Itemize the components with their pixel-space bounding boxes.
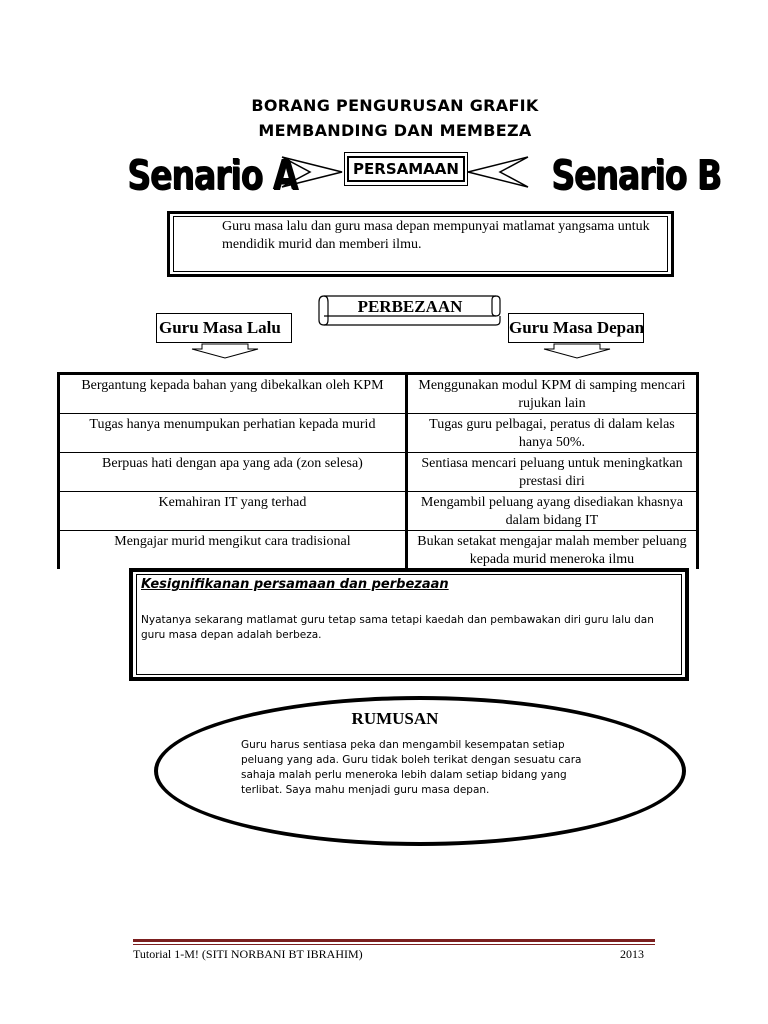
page-title-line-1: BORANG PENGURUSAN GRAFIK	[251, 96, 539, 115]
scenario-b-label: Senario B	[551, 150, 721, 199]
future-cell: Menggunakan modul KPM di samping mencari rujukan lain	[418, 378, 686, 411]
future-cell: Mengambil peluang ayang disediakan khasnya dalam bidang IT	[408, 491, 696, 530]
table-row	[60, 530, 696, 569]
left-chevron-icon	[466, 155, 530, 189]
future-teacher-label: Guru Masa Depan	[508, 313, 644, 343]
down-arrow-icon	[190, 343, 260, 359]
past-cell: Berpuas hati dengan apa yang ada (zon selesa)	[60, 452, 408, 491]
page-title-line-2: MEMBANDING DAN MEMBEZA	[258, 121, 532, 140]
past-cell: Tugas hanya menumpukan perhatian kepada murid	[60, 413, 408, 452]
footer-year: 2013	[620, 947, 644, 961]
significance-text: Nyatanya sekarang matlamat guru tetap sama tetapi kaedah dan pembawakan diri guru lalu dan guru masa depan adalah berbeza.	[141, 614, 654, 641]
past-cell: Bergantung kepada bahan yang dibekalkan oleh KPM	[60, 375, 408, 413]
future-cell: Bukan setakat mengajar malah member peluang kepada murid meneroka ilmu	[408, 530, 696, 569]
similarity-text: Guru masa lalu dan guru masa depan mempunyai matlamat yangsama untuk mendidik murid dan memberi ilmu.	[222, 219, 650, 252]
table-row	[60, 375, 696, 413]
footer-rule	[133, 939, 655, 942]
table-row	[60, 491, 696, 530]
past-cell: Mengajar murid mengikut cara tradisional	[60, 530, 408, 569]
summary-text: Guru harus sentiasa peka dan mengambil kesempatan setiap peluang yang ada. Guru tidak boleh terikat dengan sesuatu cara sahaja malah perlu meneroka lebih dalam setiap bidang yang terlibat. Saya mahu menjadi guru masa depan.	[241, 739, 582, 796]
differences-heading: PERBEZAAN	[357, 297, 463, 316]
table-row	[60, 452, 696, 491]
footer-author: Tutorial 1-M! (SITI NORBANI BT IBRAHIM)	[133, 947, 363, 961]
scenario-a-label: Senario A	[127, 150, 298, 199]
past-cell: Kemahiran IT yang terhad	[60, 491, 408, 530]
future-cell: Sentiasa mencari peluang untuk meningkatkan prestasi diri	[408, 452, 696, 491]
summary-heading: RUMUSAN	[351, 709, 439, 728]
significance-heading: Kesignifikanan persamaan dan perbezaan	[141, 577, 449, 592]
differences-table	[57, 372, 699, 569]
down-arrow-icon	[542, 343, 612, 359]
future-cell: Tugas guru pelbagai, peratus di dalam kelas hanya 50%.	[408, 413, 696, 452]
similarity-heading: PERSAMAAN	[347, 156, 465, 182]
footer-rule-thin	[133, 944, 655, 945]
right-chevron-icon	[280, 155, 344, 189]
past-teacher-label: Guru Masa Lalu	[156, 313, 292, 343]
table-row	[60, 413, 696, 452]
